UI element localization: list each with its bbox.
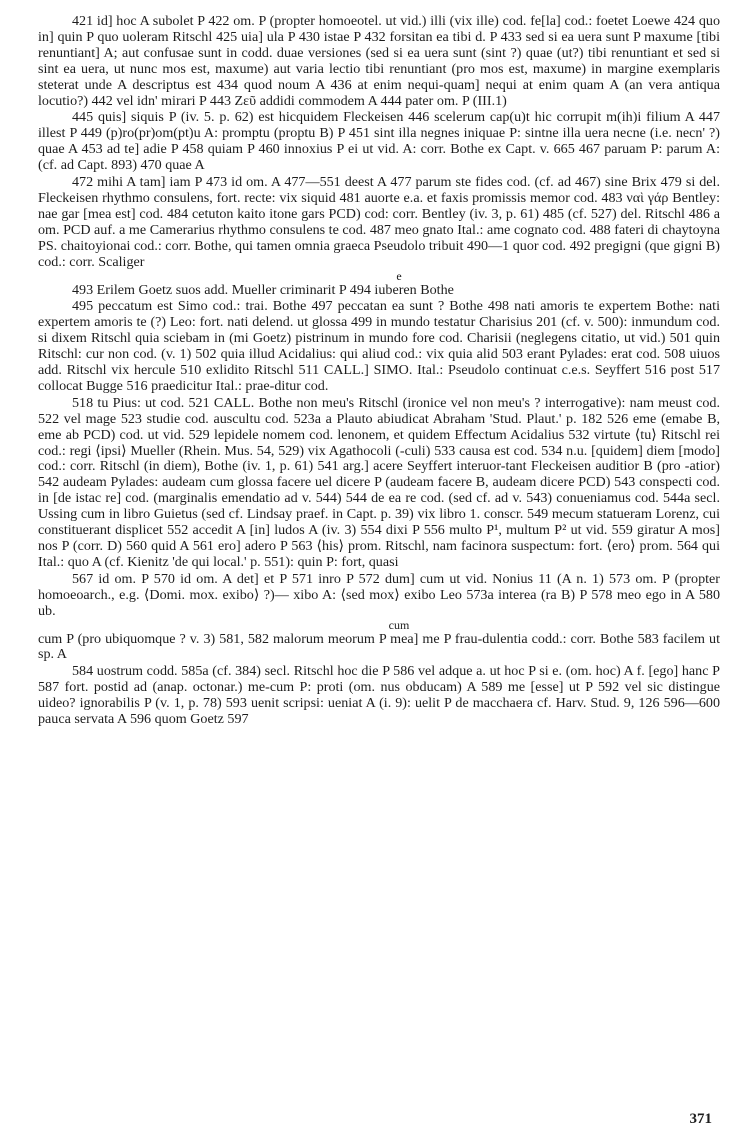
superscript-correction: cum [388,617,410,632]
apparatus-paragraph-584: 584 uostrum codd. 585a (cf. 384) secl. Ritschl hoc die P 586 vel adque a. ut hoc P si e. (om. hoc) A f. [ego] hanc P 587 fort. postid ad (anap. octonar.) me-cum P: proti (om. nus obducam) A 589 me [esse] ut P 592 vel sic distingue uideo? ignorabilis P (v. 1, p. 78) 593 uenit scripsi: ueniat A (i. 9): uelit P de macchaera cf. Harv. Stud. 9, 126 596—600 pauca servata A 596 quom Goetz 597 [38,663,720,728]
superscript-correction: e [396,268,402,283]
apparatus-paragraph-421: 421 id] hoc A subolet P 422 om. P (propter homoeotel. ut vid.) illi (vix ille) cod. fe[la] cod.: foetet Loewe 424 quo in] quin P quo uoleram Ritschl 425 uia] ula P 430 istae P 432 forsitan ea tibi d. P 433 sed si ea uera sunt P maxume [tibi renuntiant] A; aut confusae sunt in codd. duae versiones (sed si ea uera sunt (sint ?) quae (ut?) tibi renuntiant et sed si sint ea uera, ut nunc mos est, maxume) aut varia lectio tibi renuntiant (pro mos est, maxume) in margine exemplaris steterat unde A descriptus est 434 quod noum A 436 at enim nequi-quam] nequi at enim quam A (an vera antiqua locutio?) 442 vel idn' mirari P 443 Ζεῦ addidi commodem A 444 pater om. P (III.1) [38,13,720,109]
apparatus-paragraph-continuation: cum P (pro ubiquomque ? v. 3) 581, 582 malorum meorum P mea] me P frau-dulentia codd.: corr. Bothe 583 facilem ut sp. A [38,630,720,663]
page-number: 371 [689,1111,712,1127]
apparatus-paragraph-518: 518 tu Pius: ut cod. 521 CALL. Bothe non meu's Ritschl (ironice vel non meu's ? interrogative): nam meust cod. 522 vel mage 523 studie cod. auscultu cod. 523a a Plauto abiudicat Abraham 'Stud. Plaut.' p. 182 526 eme (emabe B, eme ab PCD) cod. ut vid. 529 lepidele nomem cod. lenonem, et quidem Effectum Acidalius 532 virtute ⟨tu⟩ Ritschl rei cod.: regi ⟨ipsi⟩ Mueller (Rhein. Mus. 54, 529) vix Agathocoli (-culi) 533 causa est cod. 534 n.u. [quidem] diem [modo] cod.: corr. Ritschl (in diem), Bothe (iv. 1, p. 61) 541 arg.] acere Seyffert interuor-tant Fleckeisen auditior B (pro -atior) 542 audeam Pylades: audeam cum glossa facere uel dicere P (audeam facere B, audeam dicere PCD) 543 conspecti cod. in [de istac re] cod. (marginalis emendatio ad v. 544) 544 de ea re cod. (sed cf. ad v. 543) conueniamus cod. 544a secl. Ussing cum in libro Guietus (sed cf. Lindsay praef. in Capt. p. 39) vix libro 1. conscr. 549 mecum statueram Lorenz, cui constituerant displicet 552 accedit A [in] ludos A (iv. 3) 554 dixi P 556 multo P¹, multum P² ut vid. 559 giratur A mos] nos P (corr. D) 560 quid A 561 ero] adero P 563 ⟨his⟩ prom. Ritschl, nam facinora suspectum: fort. ⟨ero⟩ prom. 564 qui Ital.: quo A (cf. Kienitz 'de qui local.' p. 551): quin P: fort, quasi [38,394,720,570]
apparatus-paragraph-493: 493 Erilem Goetz suos add. Mueller criminarit P 494 iuberen Bothe [72,281,454,298]
apparatus-paragraph-472: 472 mihi A tam] iam P 473 id om. A 477—551 deest A 477 parum ste fides cod. (cf. ad 467) sine Brix 479 si del. Fleckeisen rhythmo consulens, fort. recte: vix siquid 481 auorte e.a. et faxis promissis memor cod. 483 ναὶ γάρ Bentley: nae gar [mea est] cod. 484 cetuton kaito itone gars PCD) cod: corr. Bentley (iv. 3, p. 61) 485 (cf. 527) del. Ritschl 486 a om. PCD auf. a me Camerarius rhythmo consulens te cod. 487 meo gnato Ital.: ame cognato cod. 488 fateri di chaytoyna PS. chaitoyionai cod.: corr. Bothe, qui tamen omnia graeca Pseudolo tribuit 490—1 quor cod. 492 pregigni (que gigni B) cod.: corr. Scaliger [38,174,720,270]
apparatus-paragraph-567: 567 id om. P 570 id om. A det] et P 571 inro P 572 dum] cum ut vid. Nonius 11 (A n. 1) 573 om. P (propter homoeoarch., e.g. ⟨Domi. mox. exibo⟩ ?)— xibo A: ⟨sed mox⟩ exibo Leo 573a interea (ra B) P 578 meo ego in A 580 ub. [38,570,720,619]
apparatus-paragraph-495: 495 peccatum est Simo cod.: trai. Bothe 497 peccatan ea sunt ? Bothe 498 nati amoris te expertem Bothe: nati expertem amoris te (?) Leo: fort. nati delend. ut glossa 499 in mundo testatur Charisius 201 (cf. v. 500): inmundum cod. si dixem Ritschl quia sciebam in (mi Goetz) pistrinum in mundo fore cod. Charisii (neglegens citatio, ut vid.) 501 quin Ritschl: cur non cod. (v. 1) 502 quia illud Acidalius: qui aliud cod.: vix quia alid 503 erant Pylades: erat cod. 508 uiuos add. Ritschl vix hercule 510 exlidito Ritschl 511 CALL.] SIMO. Ital.: Pseudolo continuat c.e.s. Seyffert 516 post 517 collocat Bugge 516 praedicitur Ital.: prae-ditur cod. [38,298,720,394]
critical-apparatus [38,14,720,728]
apparatus-paragraph-445: 445 quis] siquis P (iv. 5. p. 62) est hicquidem Fleckeisen 446 scelerum cap(u)t hic corrupit m(ih)i filium A 447 illest P 449 (p)ro(pr)om(pt)u A: promptu (proptu B) P 451 sint illa negnes iniquae P: sintne illa uera necne (i.e. necn' ?) quae A 453 ad te] adie P 458 quiam P 460 innoxius P ei ut vid. A: corr. Bothe ex Capt. v. 665 467 paruam P: parum A: (cf. ad Capt. 893) 470 quae A [38,109,720,174]
